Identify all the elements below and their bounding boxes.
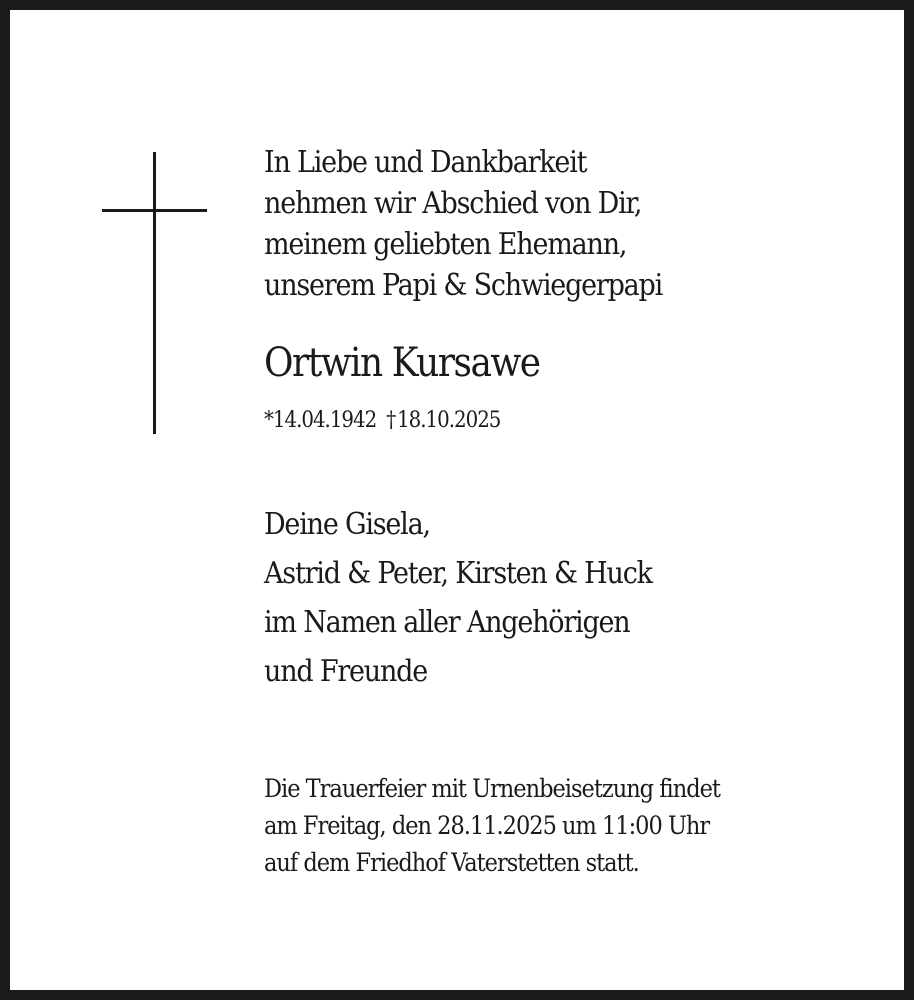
birth-date: *14.04.1942 xyxy=(264,408,377,433)
service-line: am Freitag, den 28.11.2025 um 11:00 Uhr xyxy=(264,811,710,840)
cross-horizontal-bar xyxy=(102,209,207,212)
intro-text xyxy=(264,142,662,306)
intro-line: meinem geliebten Ehemann, xyxy=(264,227,627,262)
life-dates xyxy=(264,406,500,436)
signer-line: Deine Gisela, xyxy=(264,507,430,542)
intro-line: In Liebe und Dankbarkeit xyxy=(264,145,587,180)
intro-line: unserem Papi & Schwiegerpapi xyxy=(264,268,663,303)
service-info xyxy=(264,770,720,881)
deceased-name: Ortwin Kursawe xyxy=(264,340,540,386)
signer-line: Astrid & Peter, Kirsten & Huck xyxy=(264,556,652,591)
intro-line: nehmen wir Abschied von Dir, xyxy=(264,186,642,221)
service-line: auf dem Friedhof Vaterstetten statt. xyxy=(264,848,639,877)
signers-text xyxy=(264,500,652,696)
signer-line: im Namen aller Angehörigen xyxy=(264,605,630,640)
death-date: 18.10.2025 xyxy=(397,408,501,433)
service-line: Die Trauerfeier mit Urnenbeisetzung findet xyxy=(264,774,720,803)
cross-vertical-bar xyxy=(153,152,156,434)
death-cross-icon: † xyxy=(386,408,396,433)
signer-line: und Freunde xyxy=(264,654,428,689)
